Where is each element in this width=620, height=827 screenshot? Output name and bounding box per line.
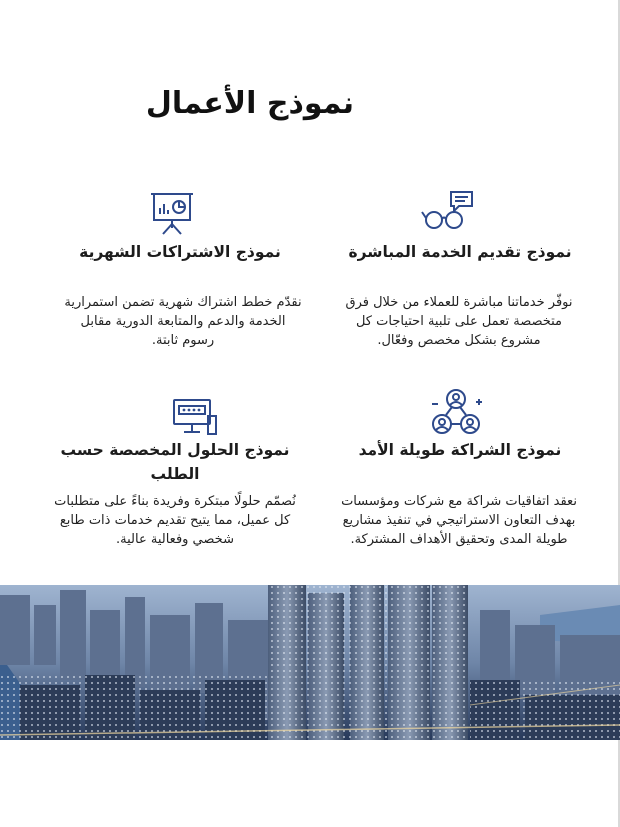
card-desc-custom-solutions: نُصمّم حلولًا مبتكرة وفريدة بناءً على متطلبات كل عميل، مما يتيح تقديم خدمات ذات طابع شخصي وفعالية عالية. <box>54 494 296 547</box>
people-network-icon <box>430 388 486 438</box>
card-title-custom-solutions: نموذج الحلول المخصصة حسب الطلب <box>60 441 290 483</box>
card-title-direct-service: نموذج تقديم الخدمة المباشرة <box>348 243 572 261</box>
page-title: نموذج الأعمال <box>145 86 355 121</box>
card-desc-long-partnership: نعقد اتفاقيات شراكة مع شركات ومؤسسات بهدف التعاون الاستراتيجي في تنفيذ مشاريع طويلة المدى وتحقيق الأهداف المشتركة. <box>341 494 577 547</box>
city-skyline-photo <box>0 585 620 740</box>
card-desc-subscriptions: نقدّم خطط اشتراك شهرية تضمن استمرارية الخدمة والدعم والمتابعة الدورية مقابل رسوم ثابتة. <box>64 295 302 348</box>
card-title-long-partnership: نموذج الشراكة طويلة الأمد <box>358 441 562 459</box>
glasses-chat-icon <box>420 188 480 234</box>
card-desc-direct-service: نوفّر خدماتنا مباشرة للعملاء من خلال فرق متخصصة تعمل على تلبية احتياجات كل مشروع بشكل مخصص وفعّال. <box>345 295 573 348</box>
presentation-board-icon <box>149 190 195 236</box>
card-title-subscriptions: نموذج الاشتراكات الشهرية <box>79 243 281 261</box>
monitor-password-icon <box>172 398 218 438</box>
